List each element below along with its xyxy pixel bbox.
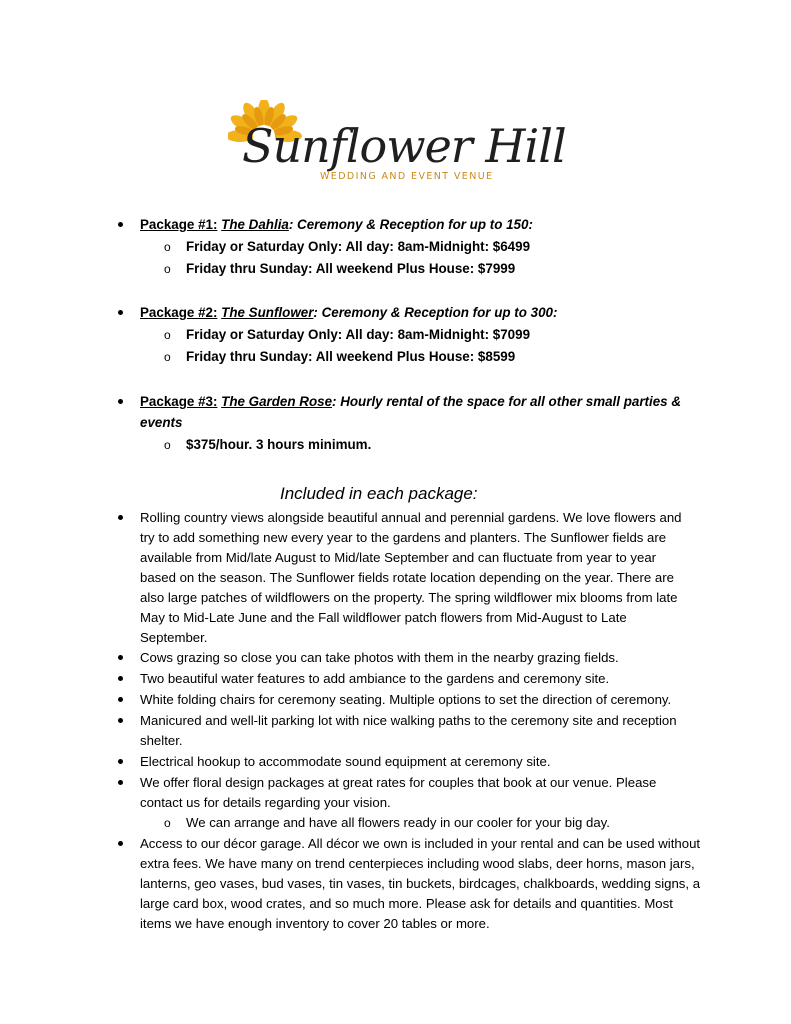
included-item-floral: We offer floral design packages at great rates for couples that book at our venue. Please contact us for details regarding your vision.: [140, 775, 657, 810]
included-item-cows: Cows grazing so close you can take photos with them in the nearby grazing fields.: [140, 650, 619, 665]
package-2-option-1: Friday or Saturday Only: All day: 8am-Midnight: $7099: [186, 327, 531, 342]
bullet-icon: [118, 222, 123, 227]
package-2-option-2: Friday thru Sunday: All weekend Plus House: $8599: [186, 349, 516, 364]
bullet-icon: [118, 515, 123, 520]
package-1-heading: Package #1: The Dahlia: Ceremony & Reception for up to 150:: [140, 217, 533, 232]
package-2-name: The Sunflower: [221, 305, 314, 320]
bullet-icon: [118, 841, 123, 846]
included-item-water-features: Two beautiful water features to add ambiance to the gardens and ceremony site.: [140, 671, 610, 686]
package-1-name: The Dahlia: [221, 217, 289, 232]
bullet-icon: [118, 780, 123, 785]
bullet-icon: [118, 399, 123, 404]
package-1-option-2: Friday thru Sunday: All weekend Plus House: $7999: [186, 261, 516, 276]
included-item-floral-sub: We can arrange and have all flowers ready in our cooler for your big day.: [186, 815, 610, 830]
circle-bullet-icon: o: [164, 816, 171, 830]
package-2-heading: Package #2: The Sunflower: Ceremony & Reception for up to 300:: [140, 305, 558, 320]
package-3-name: The Garden Rose: [221, 394, 333, 409]
circle-bullet-icon: o: [164, 262, 171, 276]
included-item-electrical: Electrical hookup to accommodate sound equipment at ceremony site.: [140, 754, 551, 769]
package-1-option-1: Friday or Saturday Only: All day: 8am-Midnight: $6499: [186, 239, 531, 254]
circle-bullet-icon: o: [164, 350, 171, 364]
bullet-icon: [118, 676, 123, 681]
venue-logo: [228, 100, 566, 192]
bullet-icon: [118, 759, 123, 764]
included-item-parking: Manicured and well-lit parking lot with nice walking paths to the ceremony site and reception shelter.: [140, 713, 677, 748]
package-3-heading-continued: events: [140, 415, 183, 430]
bullet-icon: [118, 718, 123, 723]
logo-tagline: WEDDING AND EVENT VENUE: [320, 171, 494, 182]
included-item-views: Rolling country views alongside beautiful annual and perennial gardens. We love flowers and try to add something new every year to the gardens and planters. The Sunflower fields are available from Mid/late August to Mid/late September and can fluctuate from year to year based on the season. The Sunflower fields rotate location depending on the year. There are also large patches of wildflowers on the property. The spring wildflower mix blooms from late May to Mid-Late June and the Fall wildflower patch flowers from Mid-August to Late September.: [140, 510, 682, 645]
package-3-option-1: $375/hour. 3 hours minimum.: [186, 437, 372, 452]
bullet-icon: [118, 655, 123, 660]
circle-bullet-icon: o: [164, 240, 171, 254]
bullet-icon: [118, 310, 123, 315]
bullet-icon: [118, 697, 123, 702]
package-3-heading: Package #3: The Garden Rose: Hourly rental of the space for all other small parties &: [140, 394, 682, 409]
circle-bullet-icon: o: [164, 438, 171, 452]
logo-wordmark: Sunflower Hill: [242, 119, 566, 173]
included-item-decor-garage: Access to our décor garage. All décor we own is included in your rental and can be used without extra fees. We have many on trend centerpieces including wood slabs, deer horns, mason jars, lanterns, geo vases, bud vases, tin vases, tin buckets, birdcages, chalkboards, wedding signs, a large card box, wood crates, and so much more. Please ask for details and quantities. Most items we have enough inventory to cover 20 tables or more.: [140, 836, 701, 931]
included-item-chairs: White folding chairs for ceremony seating. Multiple options to set the direction of ceremony.: [140, 692, 672, 707]
circle-bullet-icon: o: [164, 328, 171, 342]
included-heading: Included in each package:: [280, 484, 478, 503]
